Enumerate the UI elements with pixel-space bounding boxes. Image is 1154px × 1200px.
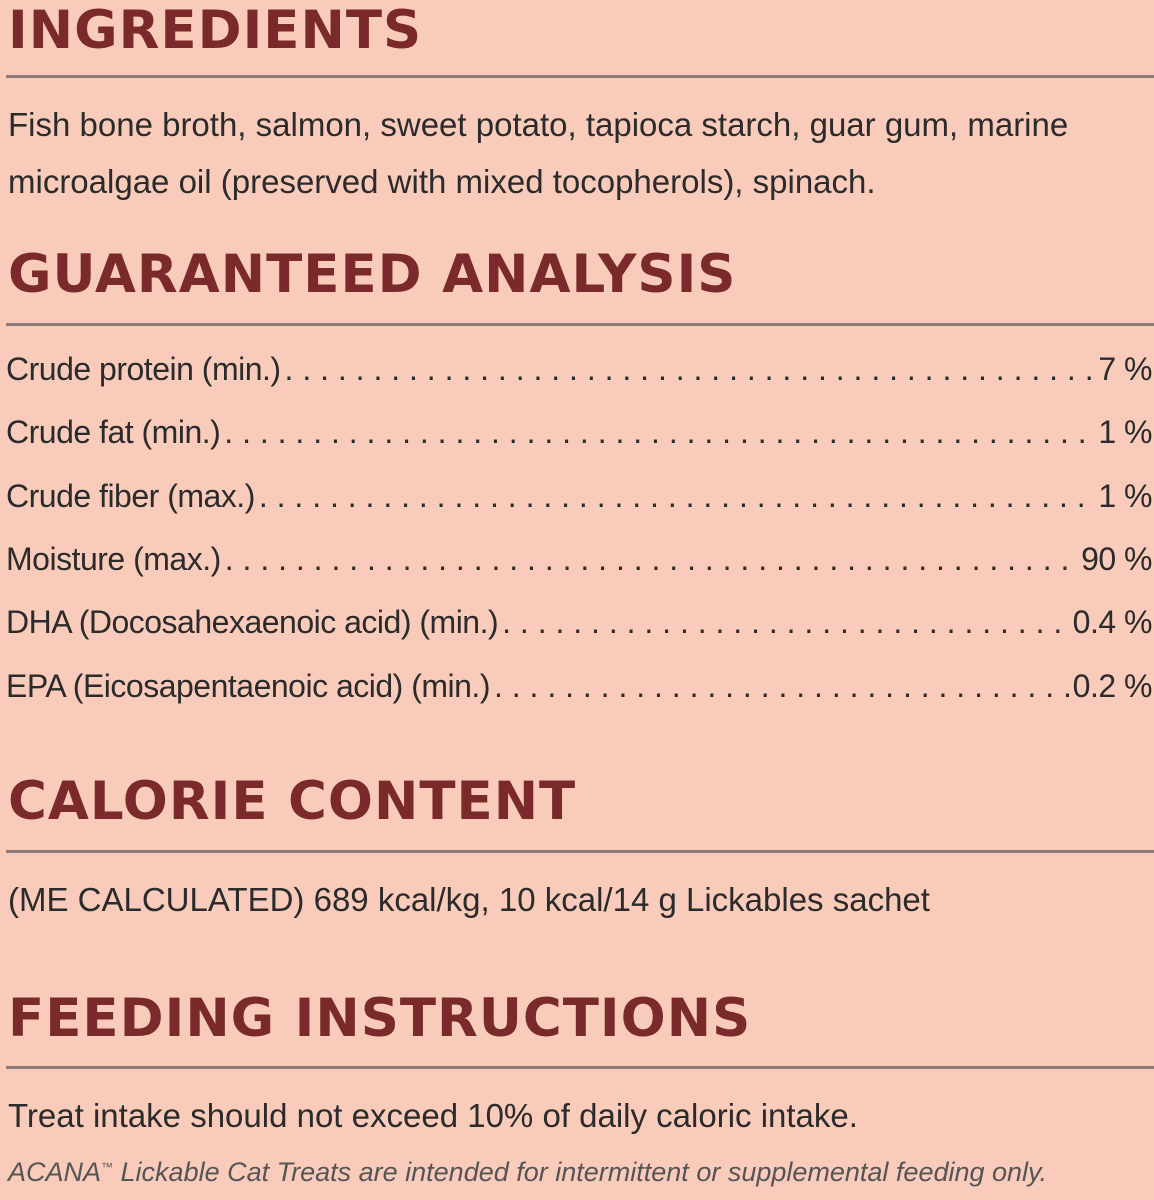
leader-dots	[285, 351, 1095, 388]
analysis-label: EPA (Eicosapentaenoic acid) (min.)	[6, 668, 490, 704]
leader-dots	[502, 604, 1069, 641]
calorie-heading: CALORIE CONTENT	[8, 771, 577, 832]
analysis-value: 0.2 %	[1072, 668, 1152, 704]
ingredients-line-1: Fish bone broth, salmon, sweet potato, tapioca starch, guar gum, marine	[8, 106, 1069, 143]
analysis-label: Crude protein (min.)	[6, 351, 281, 387]
analysis-value: 1 %	[1098, 478, 1152, 514]
analysis-row-moisture	[6, 534, 1152, 578]
analysis-row-epa	[6, 661, 1152, 705]
analysis-value: 7 %	[1098, 351, 1152, 387]
feeding-note-brand: ACANA	[8, 1157, 102, 1187]
feeding-note	[8, 1157, 1047, 1188]
analysis-row-crude-fat	[6, 407, 1152, 451]
calorie-text: (ME CALCULATED) 689 kcal/kg, 10 kcal/14 g Lickables sachet	[8, 881, 930, 918]
feeding-heading: FEEDING INSTRUCTIONS	[8, 988, 752, 1049]
analysis-value: 90 %	[1081, 541, 1152, 577]
analysis-row-crude-fiber	[6, 471, 1152, 515]
analysis-value: 1 %	[1098, 414, 1152, 450]
analysis-label: Crude fat (min.)	[6, 414, 221, 450]
analysis-divider	[6, 323, 1154, 326]
feeding-divider	[6, 1066, 1154, 1069]
leader-dots	[494, 668, 1069, 705]
leader-dots	[224, 414, 1094, 451]
ingredients-heading: INGREDIENTS	[8, 0, 423, 61]
leader-dots	[225, 541, 1077, 578]
feeding-note-text: Lickable Cat Treats are intended for intermittent or supplemental feeding only.	[113, 1157, 1048, 1187]
trademark-symbol: ™	[101, 1160, 114, 1174]
analysis-row-crude-protein	[6, 344, 1152, 388]
analysis-label: Moisture (max.)	[6, 541, 221, 577]
analysis-row-dha	[6, 597, 1152, 641]
leader-dots	[259, 478, 1095, 515]
analysis-label: DHA (Docosahexaenoic acid) (min.)	[6, 604, 499, 640]
ingredients-line-2: microalgae oil (preserved with mixed tocopherols), spinach.	[8, 163, 876, 200]
feeding-text: Treat intake should not exceed 10% of daily caloric intake.	[8, 1097, 858, 1134]
analysis-value: 0.4 %	[1072, 604, 1152, 640]
ingredients-divider	[6, 75, 1154, 78]
analysis-label: Crude fiber (max.)	[6, 478, 255, 514]
analysis-heading: GUARANTEED ANALYSIS	[8, 244, 737, 305]
calorie-divider	[6, 850, 1154, 853]
